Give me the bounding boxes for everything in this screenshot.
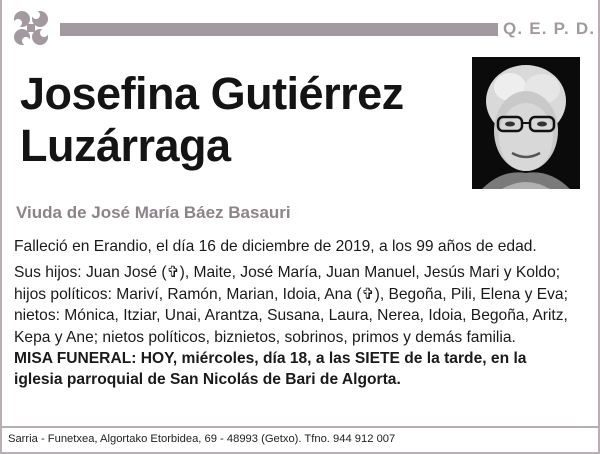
cross-icon: ✞	[361, 285, 375, 303]
header-rule	[60, 23, 498, 36]
cross-icon: ✞	[166, 264, 180, 282]
portrait-photo	[472, 57, 580, 189]
funeral-mass: MISA FUNERAL: HOY, miércoles, día 18, a las SIETE de la tarde, en la iglesia parroquial de San Nicolás de Bari de Algorta.	[14, 350, 527, 389]
footer-rule	[0, 426, 600, 428]
frame-left	[0, 0, 2, 454]
family-text-1: Sus hijos: Juan José (	[14, 264, 167, 282]
family-text-3: ), Begoña, Pili, Elena y Eva; nietos: Mónica, Itziar, Unai, Arantza, Susana, Laura, Nerea, Idoia, Begoña, Aritz, Kepa y Ane; nietos políticos, biznietos, sobrinos, primos y demás familia.	[14, 285, 568, 346]
qepd-label: Q. E. P. D.	[503, 19, 596, 38]
funeral-home-footer: Sarria - Funetxea, Algortako Etorbidea, 69 - 48993 (Getxo). Tfno. 944 912 007	[8, 433, 396, 445]
lauburu-icon	[8, 5, 54, 51]
deceased-name	[20, 68, 460, 172]
notice-body	[14, 236, 574, 391]
name-line-2: Luzárraga	[20, 120, 231, 171]
family-text-2: ), Maite, José María, Juan Manuel, Jesús Mari y Koldo; hijos políticos: Mariví, Ramón, Marian, Idoia, Ana (	[14, 264, 561, 303]
death-notice: Falleció en Erandio, el día 16 de diciembre de 2019, a los 99 años de edad.	[14, 238, 537, 255]
widow-of-line: Viuda de José María Báez Basauri	[16, 203, 291, 222]
portrait-image	[472, 57, 580, 189]
family-list	[14, 262, 574, 348]
name-line-1: Josefina Gutiérrez	[20, 68, 404, 119]
